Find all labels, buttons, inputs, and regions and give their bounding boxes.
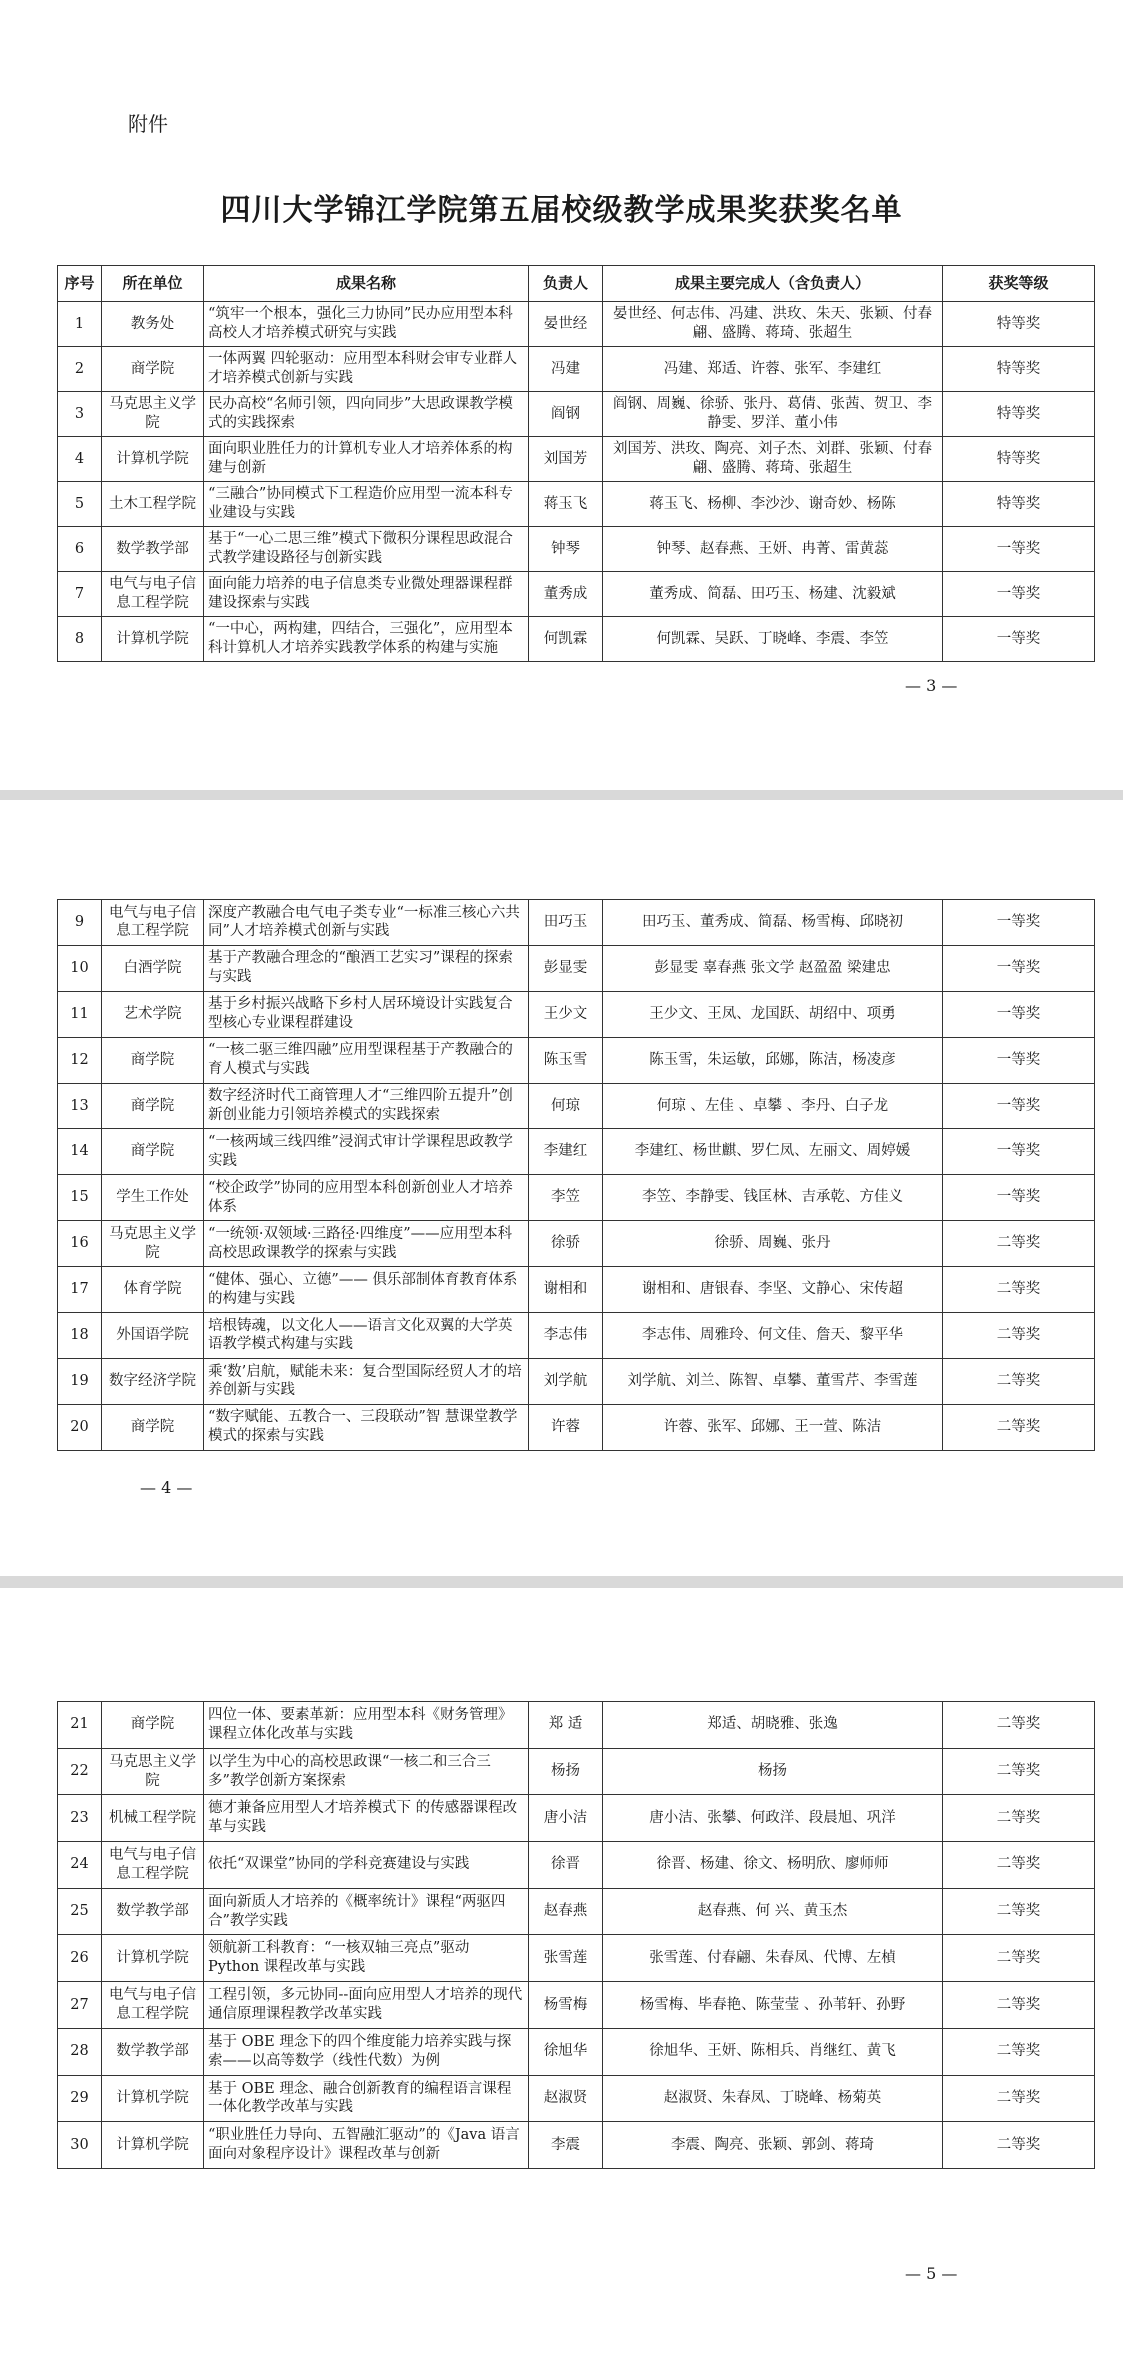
cell-achievement: 深度产教融合电气电子类专业“一标准三核心六共同”人才培养模式创新与实践: [204, 900, 529, 946]
cell-leader: 杨扬: [529, 1748, 603, 1795]
table-row: [58, 2075, 1095, 2122]
award-table-page-3: [57, 1701, 1095, 2169]
cell-leader: 冯建: [529, 347, 603, 392]
cell-leader: 董秀成: [529, 572, 603, 617]
cell-achievement: 以学生为中心的高校思政课“一核二和三合三多”教学创新方案探索: [204, 1748, 529, 1795]
table-header-row: [58, 266, 1095, 302]
cell-members: 徐晋、杨建、徐文、杨明欣、廖师师: [603, 1842, 943, 1889]
cell-leader: 阎钢: [529, 392, 603, 437]
cell-no: 20: [58, 1404, 102, 1450]
cell-achievement: “三融合”协同模式下工程造价应用型一流本科专业建设与实践: [204, 482, 529, 527]
cell-achievement: “一核二驱三维四融”应用型课程基于产教融合的育人模式与实践: [204, 1037, 529, 1083]
cell-level: 二等奖: [943, 1313, 1095, 1359]
table-row: [58, 1083, 1095, 1129]
cell-achievement: 基于“一心二思三维”模式下微积分课程思政混合式教学建设路径与创新实践: [204, 527, 529, 572]
table-row: [58, 1129, 1095, 1175]
cell-achievement: 四位一体、要素革新：应用型本科《财务管理》课程立体化改革与实践: [204, 1702, 529, 1749]
cell-no: 2: [58, 347, 102, 392]
cell-no: 22: [58, 1748, 102, 1795]
cell-achievement: 面向职业胜任力的计算机专业人才培养体系的构建与创新: [204, 437, 529, 482]
cell-level: 特等奖: [943, 482, 1095, 527]
cell-leader: 徐骄: [529, 1221, 603, 1267]
cell-no: 8: [58, 617, 102, 662]
cell-no: 4: [58, 437, 102, 482]
header-unit: 所在单位: [102, 266, 204, 302]
cell-leader: 唐小洁: [529, 1795, 603, 1842]
cell-members: 何琼 、左佳 、卓攀 、李丹、白子龙: [603, 1083, 943, 1129]
cell-achievement: “数字赋能、五教合一、三段联动”智 慧课堂教学模式的探索与实践: [204, 1404, 529, 1450]
cell-level: 一等奖: [943, 617, 1095, 662]
cell-leader: 何琼: [529, 1083, 603, 1129]
cell-no: 16: [58, 1221, 102, 1267]
cell-achievement: 基于乡村振兴战略下乡村人居环境设计实践复合型核心专业课程群建设: [204, 991, 529, 1037]
cell-level: 二等奖: [943, 1358, 1095, 1404]
table-row: [58, 572, 1095, 617]
cell-no: 11: [58, 991, 102, 1037]
cell-level: 二等奖: [943, 1842, 1095, 1889]
header-level: 获奖等级: [943, 266, 1095, 302]
cell-leader: 田巧玉: [529, 900, 603, 946]
cell-level: 二等奖: [943, 1795, 1095, 1842]
table-row: [58, 2028, 1095, 2075]
cell-unit: 商学院: [102, 1702, 204, 1749]
cell-level: 一等奖: [943, 1037, 1095, 1083]
cell-members: 刘学航、刘兰、陈智、卓攀、董雪芹、李雪莲: [603, 1358, 943, 1404]
document-page-1: [0, 0, 1123, 790]
cell-achievement: “职业胜任力导向、五智融汇驱动”的《Java 语言面向对象程序设计》课程改革与创新: [204, 2122, 529, 2169]
cell-level: 二等奖: [943, 1982, 1095, 2029]
cell-level: 特等奖: [943, 437, 1095, 482]
table-row: [58, 1795, 1095, 1842]
cell-leader: 张雪莲: [529, 1935, 603, 1982]
cell-members: 彭显雯 辜春燕 张文学 赵盈盈 梁建忠: [603, 945, 943, 991]
cell-leader: 李建红: [529, 1129, 603, 1175]
cell-no: 9: [58, 900, 102, 946]
cell-no: 28: [58, 2028, 102, 2075]
cell-no: 3: [58, 392, 102, 437]
table-row: [58, 1842, 1095, 1889]
cell-leader: 谢相和: [529, 1267, 603, 1313]
table-row: [58, 1404, 1095, 1450]
attachment-label: 附件: [128, 112, 168, 136]
cell-unit: 数字经济学院: [102, 1358, 204, 1404]
cell-leader: 陈玉雪: [529, 1037, 603, 1083]
cell-members: 冯建、郑适、许蓉、张军、李建红: [603, 347, 943, 392]
cell-members: 徐旭华、王妍、陈相兵、肖继红、黄飞: [603, 2028, 943, 2075]
cell-no: 21: [58, 1702, 102, 1749]
cell-members: 李建红、杨世麒、罗仁凤、左丽文、周婷媛: [603, 1129, 943, 1175]
cell-unit: 商学院: [102, 1404, 204, 1450]
table-row: [58, 991, 1095, 1037]
cell-unit: 体育学院: [102, 1267, 204, 1313]
cell-level: 一等奖: [943, 572, 1095, 617]
cell-no: 7: [58, 572, 102, 617]
cell-no: 6: [58, 527, 102, 572]
cell-no: 19: [58, 1358, 102, 1404]
cell-level: 二等奖: [943, 1748, 1095, 1795]
cell-leader: 徐晋: [529, 1842, 603, 1889]
cell-leader: 郑 适: [529, 1702, 603, 1749]
cell-achievement: “一中心，两构建，四结合，三强化”，应用型本科计算机人才培养实践教学体系的构建与实施: [204, 617, 529, 662]
table-row: [58, 1221, 1095, 1267]
table-row: [58, 527, 1095, 572]
table-row: [58, 1037, 1095, 1083]
cell-achievement: “健体、强心、立德”—— 俱乐部制体育教育体系的构建与实践: [204, 1267, 529, 1313]
cell-unit: 土木工程学院: [102, 482, 204, 527]
cell-unit: 商学院: [102, 347, 204, 392]
cell-unit: 白酒学院: [102, 945, 204, 991]
cell-level: 二等奖: [943, 2122, 1095, 2169]
header-achievement: 成果名称: [204, 266, 529, 302]
cell-achievement: 基于 OBE 理念下的四个维度能力培养实践与探索——以高等数学（线性代数）为例: [204, 2028, 529, 2075]
cell-no: 10: [58, 945, 102, 991]
cell-unit: 电气与电子信息工程学院: [102, 900, 204, 946]
cell-members: 徐骄、周巍、张丹: [603, 1221, 943, 1267]
cell-no: 1: [58, 302, 102, 347]
cell-level: 二等奖: [943, 2028, 1095, 2075]
cell-unit: 计算机学院: [102, 2075, 204, 2122]
cell-leader: 杨雪梅: [529, 1982, 603, 2029]
cell-leader: 许蓉: [529, 1404, 603, 1450]
cell-no: 24: [58, 1842, 102, 1889]
document-title: 四川大学锦江学院第五届校级教学成果奖获奖名单: [220, 193, 903, 228]
cell-achievement: “一核两域三线四维”浸润式审计学课程思政教学实践: [204, 1129, 529, 1175]
cell-members: 杨扬: [603, 1748, 943, 1795]
cell-unit: 商学院: [102, 1129, 204, 1175]
award-table-page-1: [57, 265, 1095, 662]
cell-no: 29: [58, 2075, 102, 2122]
cell-leader: 刘学航: [529, 1358, 603, 1404]
cell-members: 唐小洁、张攀、何政洋、段晨旭、巩洋: [603, 1795, 943, 1842]
cell-achievement: “校企政学”协同的应用型本科创新创业人才培养体系: [204, 1175, 529, 1221]
cell-achievement: 德才兼备应用型人才培养模式下 的传感器课程改革与实践: [204, 1795, 529, 1842]
cell-unit: 电气与电子信息工程学院: [102, 1982, 204, 2029]
cell-achievement: 面向新质人才培养的《概率统计》课程“两驱四合”教学实践: [204, 1888, 529, 1935]
cell-leader: 彭显雯: [529, 945, 603, 991]
cell-members: 杨雪梅、毕春艳、陈莹莹 、孙苇轩、孙野: [603, 1982, 943, 2029]
cell-unit: 计算机学院: [102, 1935, 204, 1982]
cell-leader: 何凯霖: [529, 617, 603, 662]
cell-unit: 马克思主义学院: [102, 1748, 204, 1795]
cell-leader: 李笠: [529, 1175, 603, 1221]
cell-leader: 刘国芳: [529, 437, 603, 482]
cell-level: 一等奖: [943, 527, 1095, 572]
cell-no: 18: [58, 1313, 102, 1359]
cell-leader: 徐旭华: [529, 2028, 603, 2075]
cell-achievement: 基于 OBE 理念、融合创新教育的编程语言课程一体化教学改革与实践: [204, 2075, 529, 2122]
cell-unit: 马克思主义学院: [102, 392, 204, 437]
cell-leader: 赵淑贤: [529, 2075, 603, 2122]
cell-members: 赵春燕、何 兴、黄玉杰: [603, 1888, 943, 1935]
cell-level: 二等奖: [943, 1267, 1095, 1313]
cell-no: 25: [58, 1888, 102, 1935]
page-number: — 3 —: [905, 676, 958, 695]
cell-members: 李震、陶亮、张颖、郭剑、蒋琦: [603, 2122, 943, 2169]
table-row: [58, 1313, 1095, 1359]
cell-achievement: “一统领·双领域·三路径·四维度”——应用型本科高校思政课教学的探索与实践: [204, 1221, 529, 1267]
page-number: — 5 —: [905, 2264, 958, 2283]
cell-members: 晏世经、何志伟、冯建、洪玫、朱天、张颖、付春翩、盛腾、蒋琦、张超生: [603, 302, 943, 347]
cell-level: 二等奖: [943, 1404, 1095, 1450]
table-row: [58, 900, 1095, 946]
cell-level: 二等奖: [943, 1221, 1095, 1267]
cell-leader: 蒋玉飞: [529, 482, 603, 527]
cell-leader: 钟琴: [529, 527, 603, 572]
cell-level: 一等奖: [943, 900, 1095, 946]
cell-members: 董秀成、简磊、田巧玉、杨建、沈毅斌: [603, 572, 943, 617]
cell-level: 二等奖: [943, 2075, 1095, 2122]
cell-achievement: 依托“双课堂”协同的学科竞赛建设与实践: [204, 1842, 529, 1889]
cell-achievement: 基于产教融合理念的“酿酒工艺实习”课程的探索与实践: [204, 945, 529, 991]
table-row: [58, 1702, 1095, 1749]
cell-no: 13: [58, 1083, 102, 1129]
cell-no: 15: [58, 1175, 102, 1221]
cell-level: 二等奖: [943, 1702, 1095, 1749]
cell-unit: 电气与电子信息工程学院: [102, 572, 204, 617]
table-row: [58, 1267, 1095, 1313]
table-row: [58, 302, 1095, 347]
cell-unit: 商学院: [102, 1083, 204, 1129]
cell-achievement: 培根铸魂，以文化人——语言文化双翼的大学英语教学模式构建与实践: [204, 1313, 529, 1359]
cell-level: 二等奖: [943, 1935, 1095, 1982]
cell-unit: 数学教学部: [102, 1888, 204, 1935]
cell-unit: 电气与电子信息工程学院: [102, 1842, 204, 1889]
cell-achievement: 数字经济时代工商管理人才“三维四阶五提升”创新创业能力引领培养模式的实践探索: [204, 1083, 529, 1129]
cell-members: 陈玉雪，朱运敏，邱娜，陈洁，杨凌彦: [603, 1037, 943, 1083]
cell-members: 李志伟、周雅玲、何文佳、詹天、黎平华: [603, 1313, 943, 1359]
table-row: [58, 392, 1095, 437]
cell-leader: 赵春燕: [529, 1888, 603, 1935]
page-number: — 4 —: [140, 1478, 193, 1497]
award-table-page-2: [57, 899, 1095, 1451]
cell-no: 17: [58, 1267, 102, 1313]
table-row: [58, 1888, 1095, 1935]
header-leader: 负责人: [529, 266, 603, 302]
cell-members: 王少文、王凤、龙国跃、胡绍中、项勇: [603, 991, 943, 1037]
cell-members: 李笠、李静雯、钱匡林、吉承乾、方佳义: [603, 1175, 943, 1221]
header-no: 序号: [58, 266, 102, 302]
table-row: [58, 1982, 1095, 2029]
cell-unit: 机械工程学院: [102, 1795, 204, 1842]
cell-leader: 李震: [529, 2122, 603, 2169]
cell-no: 5: [58, 482, 102, 527]
table-row: [58, 945, 1095, 991]
cell-level: 一等奖: [943, 945, 1095, 991]
cell-achievement: 民办高校“名师引领，四向同步”大思政课教学模式的实践探索: [204, 392, 529, 437]
table-row: [58, 482, 1095, 527]
cell-achievement: 乘‘数’启航，赋能未来：复合型国际经贸人才的培养创新与实践: [204, 1358, 529, 1404]
cell-level: 一等奖: [943, 991, 1095, 1037]
cell-unit: 数学教学部: [102, 527, 204, 572]
cell-no: 14: [58, 1129, 102, 1175]
cell-unit: 数学教学部: [102, 2028, 204, 2075]
cell-unit: 艺术学院: [102, 991, 204, 1037]
table-row: [58, 1175, 1095, 1221]
table-row: [58, 1748, 1095, 1795]
table-row: [58, 1935, 1095, 1982]
cell-level: 一等奖: [943, 1083, 1095, 1129]
cell-level: 特等奖: [943, 392, 1095, 437]
cell-unit: 计算机学院: [102, 2122, 204, 2169]
cell-unit: 学生工作处: [102, 1175, 204, 1221]
cell-members: 钟琴、赵春燕、王妍、冉菁、雷黄蕊: [603, 527, 943, 572]
cell-level: 特等奖: [943, 302, 1095, 347]
cell-unit: 马克思主义学院: [102, 1221, 204, 1267]
cell-unit: 计算机学院: [102, 437, 204, 482]
cell-level: 二等奖: [943, 1888, 1095, 1935]
cell-no: 12: [58, 1037, 102, 1083]
cell-members: 何凯霖、吴跃、丁晓峰、李震、李笠: [603, 617, 943, 662]
cell-leader: 王少文: [529, 991, 603, 1037]
cell-members: 郑适、胡晓雅、张逸: [603, 1702, 943, 1749]
cell-level: 一等奖: [943, 1129, 1095, 1175]
cell-achievement: 一体两翼 四轮驱动：应用型本科财会审专业群人才培养模式创新与实践: [204, 347, 529, 392]
cell-members: 阎钢、周巍、徐骄、张丹、葛倩、张茜、贺卫、李静雯、罗洋、董小伟: [603, 392, 943, 437]
cell-members: 许蓉、张军、邱娜、王一萱、陈洁: [603, 1404, 943, 1450]
cell-members: 张雪莲、付春翩、朱春凤、代博、左楨: [603, 1935, 943, 1982]
cell-level: 特等奖: [943, 347, 1095, 392]
table-row: [58, 617, 1095, 662]
cell-unit: 外国语学院: [102, 1313, 204, 1359]
cell-achievement: 领航新工科教育：“一核双轴三亮点”驱动 Python 课程改革与实践: [204, 1935, 529, 1982]
cell-no: 23: [58, 1795, 102, 1842]
cell-members: 谢相和、唐银春、李坚、文静心、宋传超: [603, 1267, 943, 1313]
cell-no: 30: [58, 2122, 102, 2169]
table-row: [58, 437, 1095, 482]
cell-achievement: 面向能力培养的电子信息类专业微处理器课程群建设探索与实践: [204, 572, 529, 617]
cell-unit: 教务处: [102, 302, 204, 347]
cell-no: 27: [58, 1982, 102, 2029]
cell-unit: 计算机学院: [102, 617, 204, 662]
cell-no: 26: [58, 1935, 102, 1982]
table-row: [58, 2122, 1095, 2169]
cell-achievement: 工程引领，多元协同--面向应用型人才培养的现代通信原理课程教学改革实践: [204, 1982, 529, 2029]
table-row: [58, 347, 1095, 392]
table-row: [58, 1358, 1095, 1404]
document-page-2: [0, 800, 1123, 1576]
cell-members: 田巧玉、董秀成、简磊、杨雪梅、邱晓初: [603, 900, 943, 946]
cell-members: 刘国芳、洪玫、陶亮、刘子杰、刘群、张颖、付春翩、盛腾、蒋琦、张超生: [603, 437, 943, 482]
cell-achievement: “筑牢一个根本，强化三力协同”民办应用型本科高校人才培养模式研究与实践: [204, 302, 529, 347]
cell-unit: 商学院: [102, 1037, 204, 1083]
cell-leader: 晏世经: [529, 302, 603, 347]
cell-level: 一等奖: [943, 1175, 1095, 1221]
header-members: 成果主要完成人（含负责人）: [603, 266, 943, 302]
cell-leader: 李志伟: [529, 1313, 603, 1359]
cell-members: 赵淑贤、朱春凤、丁晓峰、杨菊英: [603, 2075, 943, 2122]
cell-members: 蒋玉飞、杨柳、李沙沙、谢奇妙、杨陈: [603, 482, 943, 527]
document-page-3: [0, 1588, 1123, 2379]
